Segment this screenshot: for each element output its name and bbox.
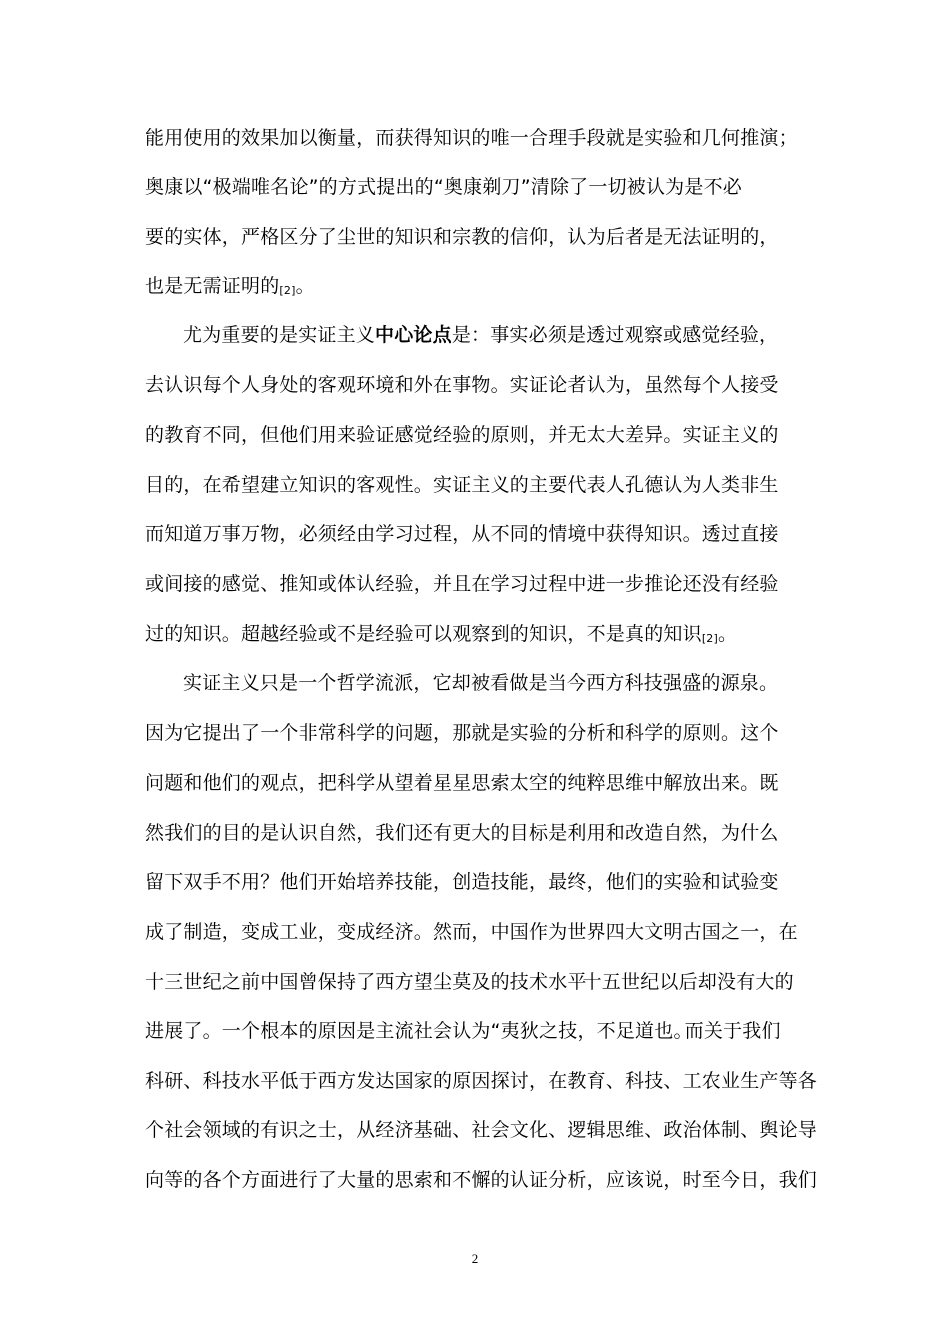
text-line: 的教育不同，但他们用来验证感觉经验的原则，并无太大差异。实证主义的 (145, 424, 779, 446)
page-number: 2 (471, 1251, 479, 1266)
text-span: 尤为重要的是实证主义 (183, 324, 376, 346)
paragraph-first-line (183, 323, 863, 347)
text-line: 向等的各个方面进行了大量的思索和不懈的认证分析，应该说，时至今日，我们 (145, 1169, 818, 1191)
text-span: 过的知识。超越经验或不是经验可以观察到的知识，不是真的知识 (145, 623, 702, 645)
text-line: 留下双手不用？他们开始培养技能，创造技能，最终，他们的实验和试验变 (145, 871, 779, 893)
paragraph-first-line: 实证主义只是一个哲学流派，它却被看做是当今西方科技强盛的源泉。 (183, 672, 779, 694)
text-line: 而知道万事万物，必须经由学习过程，从不同的情境中获得知识。透过直接 (145, 523, 779, 545)
text-line: 要的实体，严格区分了尘世的知识和宗教的信仰，认为后者是无法证明的， (145, 226, 779, 248)
text-line: 成了制造，变成工业，变成经济。然而，中国作为世界四大文明古国之一，在 (145, 921, 798, 943)
text-span: 十五世纪以后却没有大的 (582, 971, 794, 993)
citation-ref: [2] (279, 284, 296, 297)
text-line: 奥康以“极端唯名论”的方式提出的“奥康剃刀”清除了一切被认为是不必 (145, 176, 742, 198)
text-span: 十三世纪之前中国曾保持了西方望尘莫及的技术水平 (145, 971, 587, 993)
text-line: 能用使用的效果加以衡量，而获得知识的唯一合理手段就是实验和几何推演； (145, 127, 798, 149)
text-line: 科研、科技水平低于西方发达国家的原因探讨，在教育、科技、工农业生产等各 (145, 1070, 818, 1092)
text-span: 进展了。一个根本的原因是主流社会认为“夷狄之技，不足道也。 (145, 1020, 693, 1042)
text-line: 然我们的目的是认识自然，我们还有更大的目标是利用和改造自然，为什么 (145, 822, 779, 844)
text-line (145, 1019, 825, 1043)
text-span: 而关于我们 (684, 1020, 781, 1042)
text-line: 或间接的感觉、推知或体认经验，并且在学习过程中进一步推论还没有经验 (145, 573, 779, 595)
text-line: 目的，在希望建立知识的客观性。实证主义的主要代表人孔德认为人类非生 (145, 474, 779, 496)
text-span: 。 (718, 623, 738, 645)
text-line (145, 274, 825, 303)
text-span: 也是无需证明的 (145, 275, 280, 297)
text-span: 。 (295, 275, 315, 297)
keyword-bold: 中心论点 (375, 324, 452, 346)
text-line (145, 970, 825, 994)
citation-ref: [2] (701, 632, 718, 645)
text-line: 因为它提出了一个非常科学的问题，那就是实验的分析和科学的原则。这个 (145, 722, 779, 744)
text-line: 去认识每个人身处的客观环境和外在事物。实证论者认为，虽然每个人接受 (145, 374, 779, 396)
text-line (145, 622, 825, 651)
text-line: 问题和他们的观点，把科学从望着星星思索太空的纯粹思维中解放出来。既 (145, 772, 779, 794)
text-span: 是：事实必须是透过观察或感觉经验， (451, 324, 779, 346)
text-line: 个社会领域的有识之士，从经济基础、社会文化、逻辑思维、政治体制、舆论导 (145, 1119, 818, 1141)
